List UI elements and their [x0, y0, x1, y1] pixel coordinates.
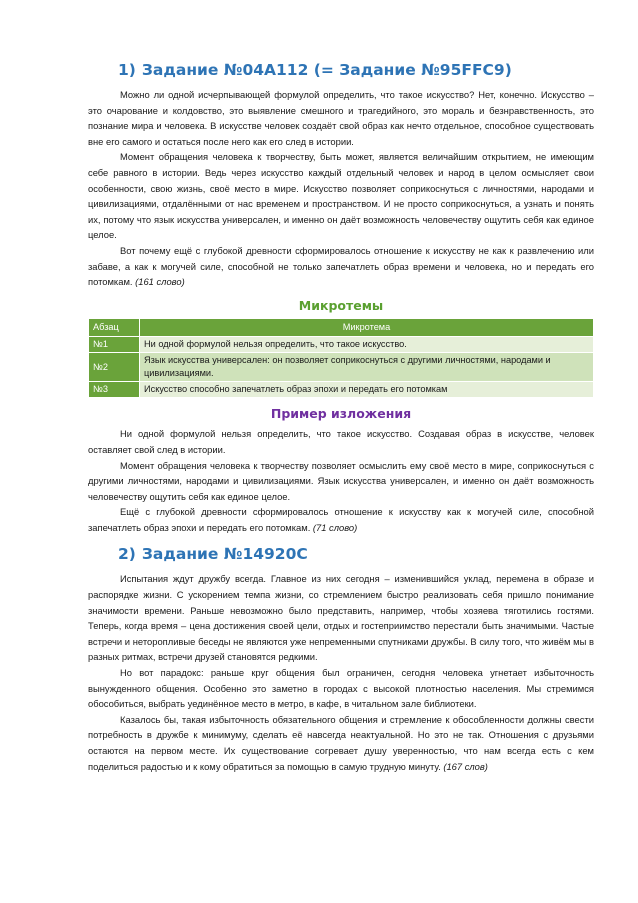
row-number: №3 [89, 382, 140, 398]
task-2-paragraph-3-text: Казалось бы, такая избыточность обязательного общения и стремление к обособленности должны свести потребность в дружбе к минимуму, сделать её навсегда неактуальной. Но это не так. Отношения с друзьями остаются на первом месте. Их существование согревает душу уверенностью, что нам всегда есть с кем поделиться радостью и к кому обратиться за помощью в самую трудную минуту. [88, 713, 594, 772]
summary-paragraph-2: Момент обращения человека к творчеству позволяет осмыслить ему своё место в мире, соприкоснуться с другими личностями, народами и цивилизациями. Язык искусства универсален, и именно он даёт возможность человечеству ощутить себя как единое целое. [88, 459, 594, 502]
task-2-paragraph-3 [88, 712, 594, 774]
column-header-microtheme: Микротема [140, 318, 594, 337]
task-1-paragraph-3-text: Вот почему ещё с глубокой древности сформировалось отношение к искусству не как к развлечению или забаве, а как к могучей силе, способной не только запечатлеть образ времени и человека, но и передать его потомкам. [88, 244, 594, 288]
document-page [88, 60, 594, 774]
summary-word-count: (71 слово) [312, 521, 358, 533]
task-2-title: Задание №14920C [141, 545, 308, 564]
task-2-number: 2) [118, 545, 136, 564]
table-row [89, 353, 594, 382]
task-1-heading [88, 60, 594, 80]
task-2-heading [88, 544, 594, 564]
task-2-paragraph-2: Но вот парадокс: раньше круг общения был ограничен, сегодня человека угнетает избыточность вынужденного общения. Особенно это заметно в городах с высокой плотностью населения. Мы стремимся обособиться, выбрать уединённое место в метро, в кафе, в читальном зале библиотеки. [88, 667, 594, 710]
microthemes-table [88, 318, 594, 399]
summary-paragraph-1: Ни одной формулой нельзя определить, что такое искусство. Создавая образ в искусстве, человек оставляет свой след в истории. [88, 428, 594, 455]
task-1-word-count: (161 слово) [135, 276, 185, 288]
microthemes-heading: Микротемы [298, 297, 384, 313]
task-1-title: Задание №04A112 (= Задание №95FFC9) [141, 61, 512, 79]
task-1-paragraph-3 [88, 243, 594, 290]
task-2-word-count: (167 слов) [443, 760, 488, 772]
task-1-paragraph-1: Можно ли одной исчерпывающей формулой определить, что такое искусство? Нет, конечно. Искусство – это очарование и колдовство, это выявление смешного и трагедийного, это мораль и безнравственность, это познание мира и человека. В искусстве человек создаёт свой образ как нечто отдельное, способное существовать вне его самого и остаться после него как его след в истории. [88, 89, 594, 147]
row-number: №1 [89, 337, 140, 353]
summary-paragraph-3 [88, 504, 594, 535]
column-header-paragraph: Абзац [89, 318, 140, 337]
task-1-paragraph-2: Момент обращения человека к творчеству, быть может, является величайшим открытием, не имеющим себе равного в истории. Ведь через искусство каждый отдельный человек и народ в целом осмысляет свои особенности, свою жизнь, своё место в мире. Искусство позволяет соприкоснуться с личностями, народами и цивилизациями, отдалёнными от нас временем и пространством. И не просто соприкоснуться, а узнать и понять их, потому что язык искусства универсален, и именно он даёт возможность человечеству ощутить себя как единое целое. [88, 151, 594, 241]
task-2-paragraph-1: Испытания ждут дружбу всегда. Главное из них сегодня – изменившийся уклад, перемена в образе и распорядке жизни. С ускорением темпа жизни, со стремлением быстро реализовать себя пришло понимание значимости времени. Раньше невозможно было представить, например, чтобы хозяева тяготились гостями. Теперь, когда время – цена достижения своей цели, отдых и гостеприимство перестали быть значимыми. Частые встречи и неторопливые беседы не являются уже непременными спутниками дружбы. В силу того, что живём мы в разных ритмах, встречи друзей становятся редкими. [88, 573, 594, 663]
table-row [89, 382, 594, 398]
row-microtheme: Ни одной формулой нельзя определить, что такое искусство. [140, 337, 594, 353]
summary-heading: Пример изложения [270, 406, 412, 422]
task-1-number: 1) [118, 61, 136, 79]
row-microtheme: Искусство способно запечатлеть образ эпохи и передать его потомкам [140, 382, 594, 398]
table-row [89, 337, 594, 353]
summary-paragraph-3-text: Ещё с глубокой древности сформировалось отношение к искусству как к могучей силе, способной запечатлеть образ эпохи и передать его потомкам. [88, 506, 594, 533]
row-number: №2 [89, 353, 140, 382]
microthemes-header-row [89, 318, 594, 337]
row-microtheme: Язык искусства универсален: он позволяет соприкоснуться с другими личностями, народами и цивилизациями. [140, 353, 594, 382]
